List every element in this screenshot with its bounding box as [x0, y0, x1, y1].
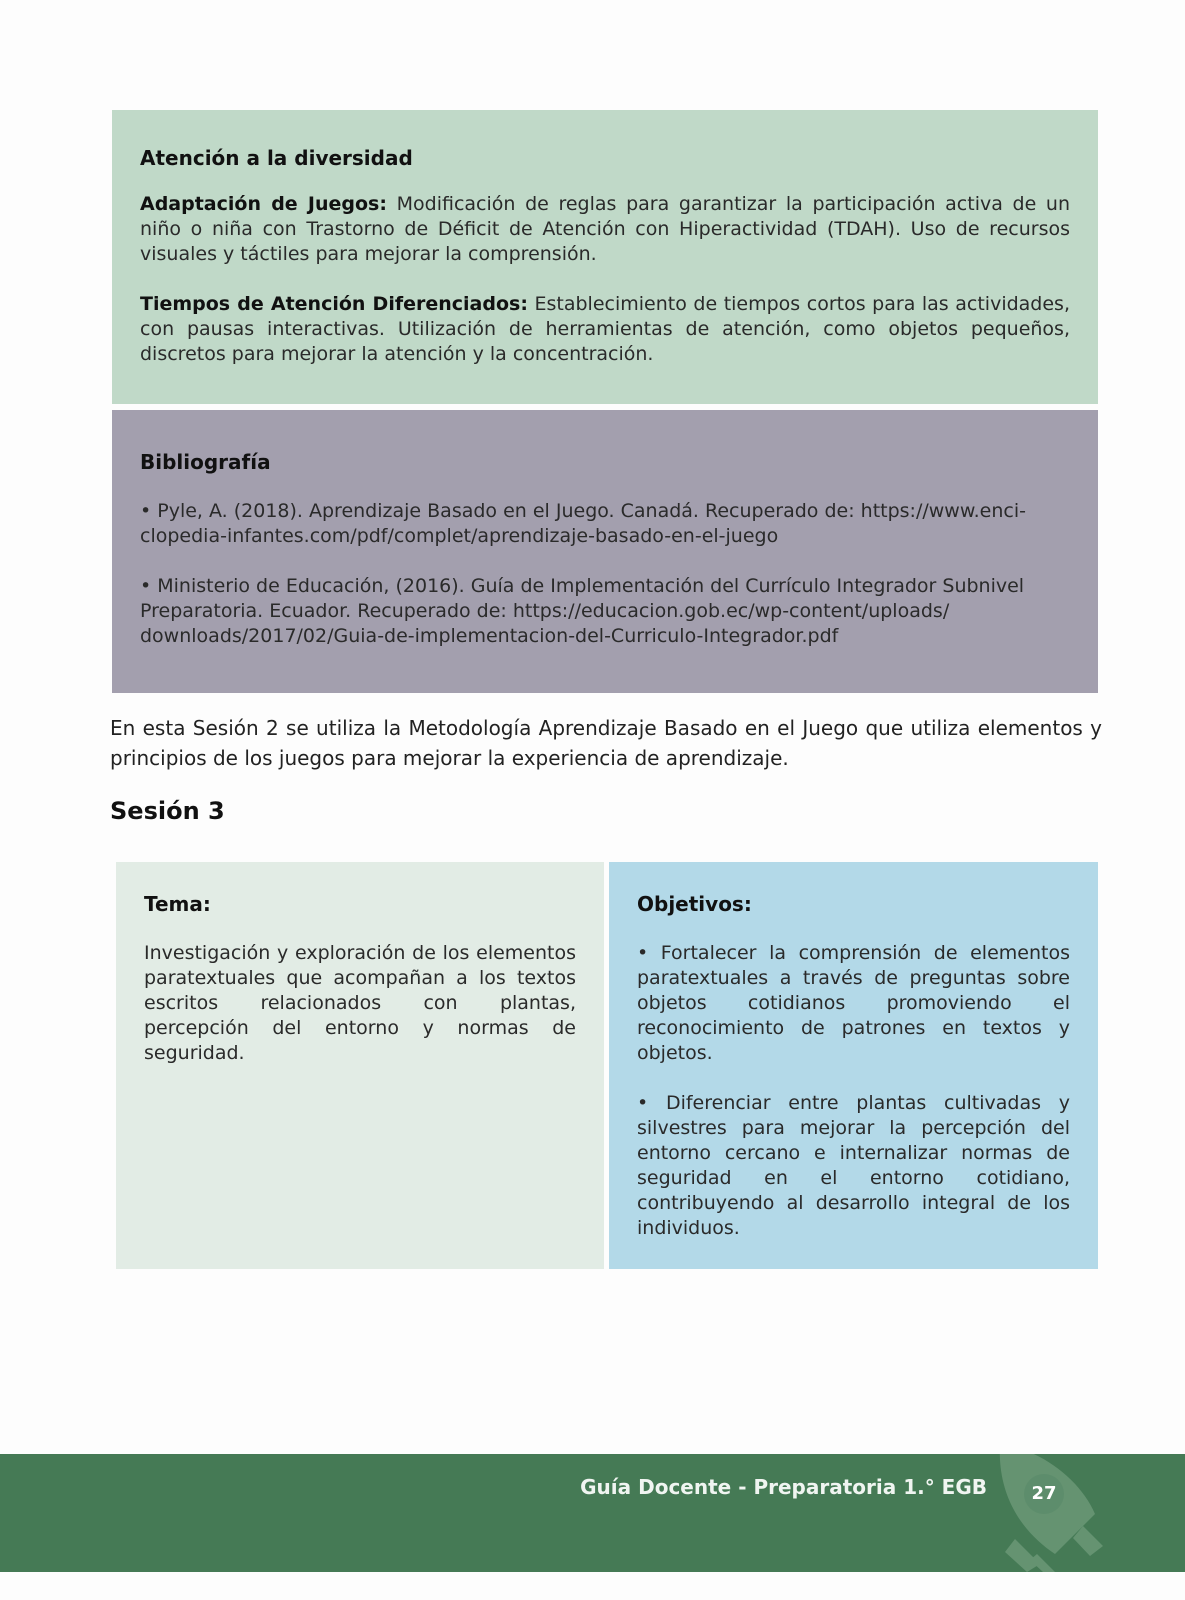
attention-times-label: Tiempos de Atención Diferenciados: — [140, 293, 528, 315]
attention-title: Atención a la diversidad — [140, 146, 413, 170]
page-number: 27 — [1024, 1474, 1064, 1514]
bibliography-box — [112, 410, 1098, 693]
objetivos-title: Objetivos: — [637, 892, 752, 916]
objective-item: • Fortalecer la comprensión de elementos paratextuales a través de preguntas sobre objetos cotidianos promoviendo el reconocimiento de patrones en textos y objetos. — [637, 942, 1070, 1064]
adaptation-label: Adaptación de Juegos: — [140, 193, 387, 215]
adaptation-paragraph — [140, 192, 1070, 267]
tema-box — [116, 862, 604, 1269]
bibliography-title: Bibliografía — [140, 450, 271, 474]
objetivos-box — [609, 862, 1098, 1269]
attention-times-paragraph — [140, 292, 1070, 367]
tema-title: Tema: — [144, 892, 211, 916]
page-footer — [0, 1454, 1185, 1572]
objective-item: • Diferenciar entre plantas cultivadas y silvestres para mejorar la percepción del entorno cercano e internalizar normas de seguridad en el entorno cotidiano, contribuyendo al desarrollo integral de los individuos. — [637, 1092, 1070, 1239]
attention-diversity-box — [112, 110, 1098, 404]
session-3-title: Sesión 3 — [110, 797, 225, 825]
session-2-intro: En esta Sesión 2 se utiliza la Metodología Aprendizaje Basado en el Juego que utiliza elementos y principios de los juegos para mejorar la experiencia de aprendizaje. — [110, 716, 1102, 770]
rocket-icon — [985, 1454, 1125, 1572]
bibliography-item: • Pyle, A. (2018). Aprendizaje Basado en el Juego. Canadá. Recuperado de: https://www.enci-clopedia-infantes.com/pdf/complet/aprendizaje-basado-en-el-juego — [140, 500, 1026, 547]
attention-times-text: Establecimiento de tiempos cortos para las actividades, con pausas interactivas. Utilización de herramientas de atención, como objetos pequeños, discretos para mejorar la atención y la concentración. — [140, 293, 1070, 365]
adaptation-text: Modificación de reglas para garantizar la participación activa de un niño o niña con Trastorno de Déficit de Atención con Hiperactividad (TDAH). Uso de recursos visuales y táctiles para mejorar la comprensión. — [140, 193, 1070, 265]
bibliography-item: • Ministerio de Educación, (2016). Guía de Implementación del Currículo Integrador Subnivel Preparatoria. Ecuador. Recuperado de: https://educacion.gob.ec/wp-content/uploads/ downloads/2017/02/Guia-de-implementacion-del-Curriculo-Integrador.pdf — [140, 575, 1025, 647]
tema-text: Investigación y exploración de los elementos paratextuales que acompañan a los textos escritos relacionados con plantas, percepción del entorno y normas de seguridad. — [144, 942, 576, 1064]
footer-title: Guía Docente - Preparatoria 1.° EGB — [580, 1475, 987, 1499]
